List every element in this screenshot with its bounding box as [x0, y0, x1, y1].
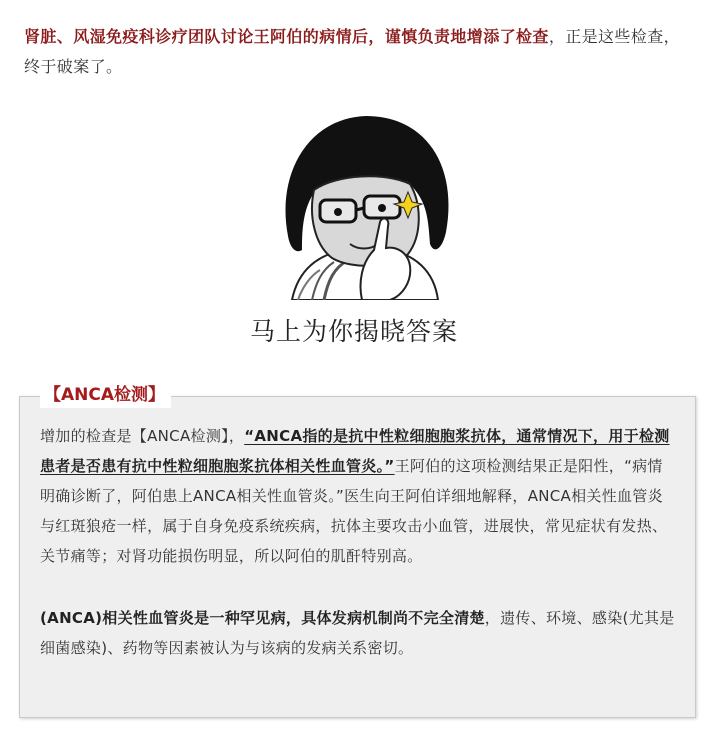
p2-emphasis: (ANCA)相关性血管炎是一种罕见病，具体发病机制尚不完全清楚: [40, 609, 485, 627]
intro-paragraph: [24, 22, 694, 82]
info-paragraph-2: [40, 603, 676, 663]
meme-caption: 马上为你揭晓答案: [249, 317, 458, 346]
thinking-cartoon-icon: [258, 104, 468, 300]
intro-highlight: 肾脏、风湿免疫科诊疗团队讨论王阿伯的病情后，谨慎负责地增添了检查: [24, 27, 549, 46]
p1-definition: “ANCA指的是抗中性粒细胞胞浆抗体，通常情况下，用于检测患者是否患有抗中性粒细胞胞浆抗体相关性血管炎。”: [40, 427, 670, 475]
section-title: 【ANCA检测】: [40, 382, 171, 408]
meme-illustration: [258, 104, 468, 300]
info-paragraph-1: [40, 421, 676, 571]
p1-detail: 王阿伯的这项检测结果正是阳性，“病情明确诊断了，阿伯患上ANCA相关性血管炎。”医生向王阿伯详细地解释，ANCA相关性血管炎与红斑狼疮一样，属于自身免疫系统疾病，抗体主要攻击小血管，进展快，常见症状有发热、关节痛等；对肾功能损伤明显，所以阿伯的肌酐特别高。: [40, 457, 668, 565]
info-box-text: [40, 421, 676, 663]
info-box: [19, 396, 696, 718]
p1-intro: 增加的检查是【ANCA检测】，: [40, 427, 245, 445]
intro-rest: ，正是这些检查，终于破案了。: [24, 27, 681, 76]
p2-detail: ，遗传、环境、感染(尤其是细菌感染)、药物等因素被认为与该病的发病关系密切。: [40, 609, 675, 657]
